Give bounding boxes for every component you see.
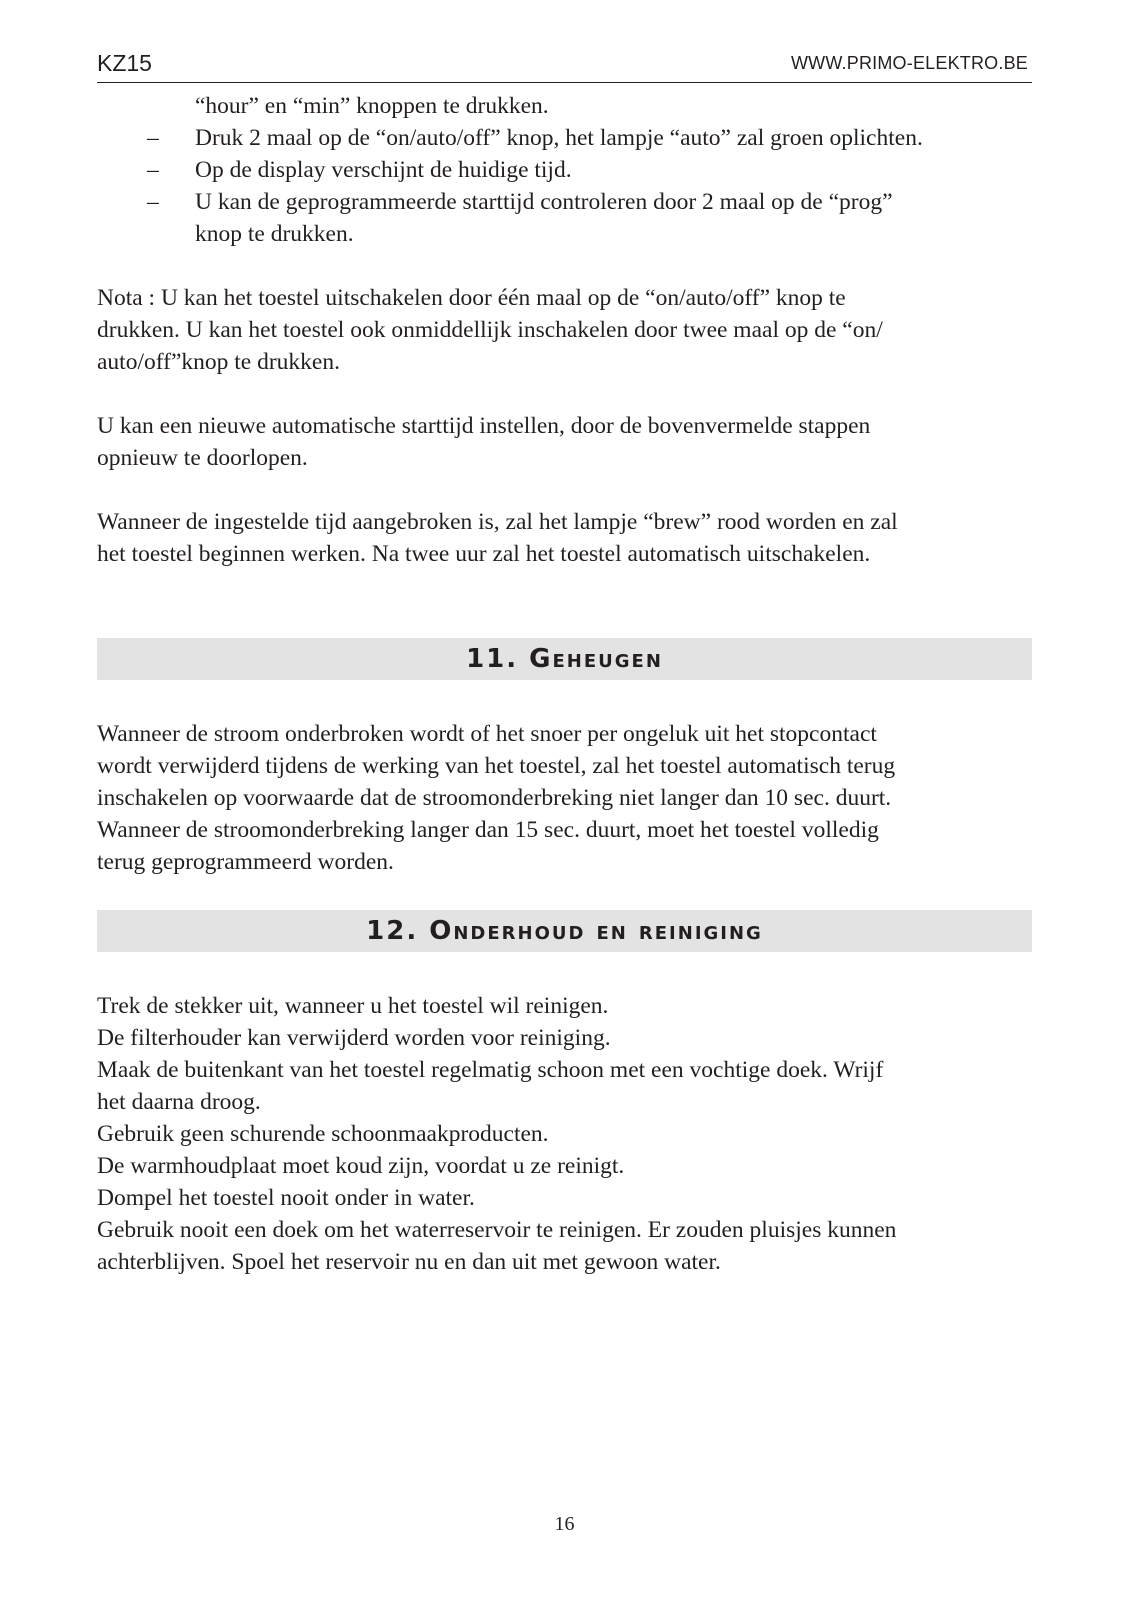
continuation-line: “hour” en “min” knoppen te drukken. bbox=[195, 93, 549, 119]
new-time-paragraph bbox=[97, 410, 1032, 474]
nota-paragraph bbox=[97, 282, 1032, 378]
bullet-dash: – bbox=[147, 157, 159, 183]
paragraph-line: Wanneer de stroomonderbreking langer dan 15 sec. duurt, moet het toestel volledig bbox=[97, 817, 879, 843]
paragraph-line: inschakelen op voorwaarde dat de stroomonderbreking niet langer dan 10 sec. duurt. bbox=[97, 785, 892, 811]
steps-continuation bbox=[97, 90, 1032, 122]
list-item bbox=[97, 154, 1032, 186]
paragraph-line: U kan een nieuwe automatische starttijd instellen, door de bovenvermelde stappen bbox=[97, 413, 871, 439]
paragraph-line: het daarna droog. bbox=[97, 1089, 261, 1115]
paragraph-line: achterblijven. Spoel het reservoir nu en dan uit met gewoon water. bbox=[97, 1249, 721, 1275]
paragraph-line: De warmhoudplaat moet koud zijn, voordat u ze reinigt. bbox=[97, 1153, 625, 1179]
section-title: 11. Geheugen bbox=[466, 644, 663, 674]
bullet-dash: – bbox=[147, 189, 159, 215]
section-heading-onderhoud bbox=[97, 910, 1032, 952]
website-url: WWW.PRIMO-ELEKTRO.BE bbox=[790, 53, 1028, 73]
paragraph-line: Gebruik geen schurende schoonmaakproducten. bbox=[97, 1121, 549, 1147]
paragraph-line: opnieuw te doorlopen. bbox=[97, 445, 308, 471]
model-name: KZ15 bbox=[97, 50, 152, 76]
steps-list bbox=[97, 90, 1032, 250]
paragraph-line: Maak de buitenkant van het toestel regelmatig schoon met een vochtige doek. Wrijf bbox=[97, 1057, 884, 1083]
geheugen-paragraph bbox=[97, 718, 1032, 878]
paragraph-line: drukken. U kan het toestel ook onmiddellijk inschakelen door twee maal op de “on/ bbox=[97, 317, 883, 343]
brew-paragraph bbox=[97, 506, 1032, 570]
paragraph-line: het toestel beginnen werken. Na twee uur zal het toestel automatisch uitschakelen. bbox=[97, 541, 871, 567]
list-item-line: Op de display verschijnt de huidige tijd. bbox=[195, 157, 572, 183]
list-item bbox=[97, 122, 1032, 154]
paragraph-line: wordt verwijderd tijdens de werking van het toestel, zal het toestel automatisch terug bbox=[97, 753, 896, 779]
list-item-line: knop te drukken. bbox=[195, 221, 354, 247]
list-item-line: Druk 2 maal op de “on/auto/off” knop, het lampje “auto” zal groen oplichten. bbox=[195, 125, 923, 151]
paragraph-line: Wanneer de stroom onderbroken wordt of het snoer per ongeluk uit het stopcontact bbox=[97, 721, 877, 747]
paragraph-line: De filterhouder kan verwijderd worden voor reiniging. bbox=[97, 1025, 611, 1051]
paragraph-line: Trek de stekker uit, wanneer u het toestel wil reinigen. bbox=[97, 993, 609, 1019]
paragraph-line: Gebruik nooit een doek om het waterreservoir te reinigen. Er zouden pluisjes kunnen bbox=[97, 1217, 897, 1243]
section-heading-geheugen bbox=[97, 638, 1032, 680]
paragraph-line: Nota : U kan het toestel uitschakelen door één maal op de “on/auto/off” knop te bbox=[97, 285, 846, 311]
list-item bbox=[97, 186, 1032, 250]
page-number: 16 bbox=[554, 1513, 575, 1535]
page-header bbox=[97, 48, 1032, 83]
section-title: 12. Onderhoud en reiniging bbox=[366, 916, 763, 946]
paragraph-line: terug geprogrammeerd worden. bbox=[97, 849, 394, 875]
paragraph-line: Wanneer de ingestelde tijd aangebroken is, zal het lampje “brew” rood worden en zal bbox=[97, 509, 898, 535]
list-item-line: U kan de geprogrammeerde starttijd controleren door 2 maal op de “prog” bbox=[195, 189, 893, 215]
paragraph-line: Dompel het toestel nooit onder in water. bbox=[97, 1185, 475, 1211]
paragraph-line: auto/off”knop te drukken. bbox=[97, 349, 340, 375]
bullet-dash: – bbox=[147, 125, 159, 151]
onderhoud-paragraph bbox=[97, 990, 1032, 1278]
